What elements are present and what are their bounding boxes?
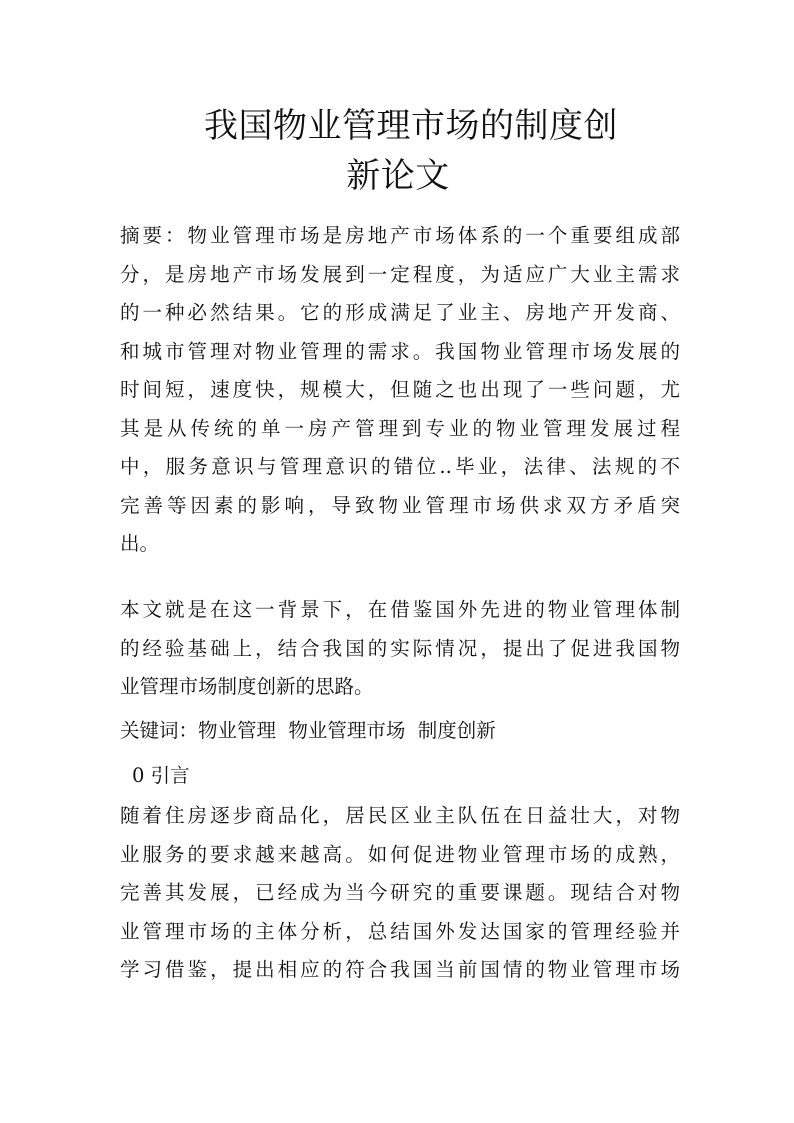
- introduction-paragraph: [120, 797, 680, 990]
- paragraph-two: [120, 591, 680, 707]
- abstract-line: 时间短，速度快，规模大，但随之也出现了一些问题，尤: [120, 378, 680, 401]
- intro-line: 学习借鉴，提出相应的符合我国当前国情的物业管理市场: [120, 958, 680, 981]
- abstract-line: 出。: [120, 532, 160, 555]
- abstract-line: 中，服务意识与管理意识的错位..毕业，法律、法规的不: [120, 455, 680, 478]
- abstract-line: 的一种必然结果。它的形成满足了业主、房地产开发商、: [120, 301, 680, 324]
- abstract-line: 摘要：物业管理市场是房地产市场体系的一个重要组成部: [120, 224, 680, 247]
- paragraph-line: 的经验基础上，结合我国的实际情况，提出了促进我国物: [120, 636, 680, 660]
- abstract-paragraph: [120, 217, 680, 564]
- abstract-line: 其是从传统的单一房产管理到专业的物业管理发展过程: [120, 416, 680, 440]
- intro-line: 业管理市场的主体分析，总结国外发达国家的管理经验并: [120, 919, 680, 943]
- keywords-line: 关键词：物业管理 物业管理市场 制度创新: [120, 719, 496, 742]
- document-title-line-2: 新论文: [346, 156, 450, 196]
- intro-line: 随着住房逐步商品化，居民区业主队伍在日益壮大，对物: [120, 804, 680, 827]
- abstract-line: 分，是房地产市场发展到一定程度，为适应广大业主需求: [120, 262, 680, 286]
- abstract-line: 完善等因素的影响，导致物业管理市场供求双方矛盾突: [120, 493, 680, 517]
- intro-line: 完善其发展，已经成为当今研究的重要课题。现结合对物: [120, 881, 680, 904]
- paragraph-line: 本文就是在这一背景下，在借鉴国外先进的物业管理体制: [120, 598, 680, 621]
- paragraph-line: 业管理市场制度创新的思路。: [120, 675, 374, 698]
- intro-line: 业服务的要求越来越高。如何促进物业管理市场的成熟，: [120, 842, 680, 866]
- document-title-line-1: 我国物业管理市场的制度创: [204, 106, 618, 146]
- section-heading-introduction: 0 引言: [132, 764, 190, 787]
- abstract-line: 和城市管理对物业管理的需求。我国物业管理市场发展的: [120, 339, 680, 363]
